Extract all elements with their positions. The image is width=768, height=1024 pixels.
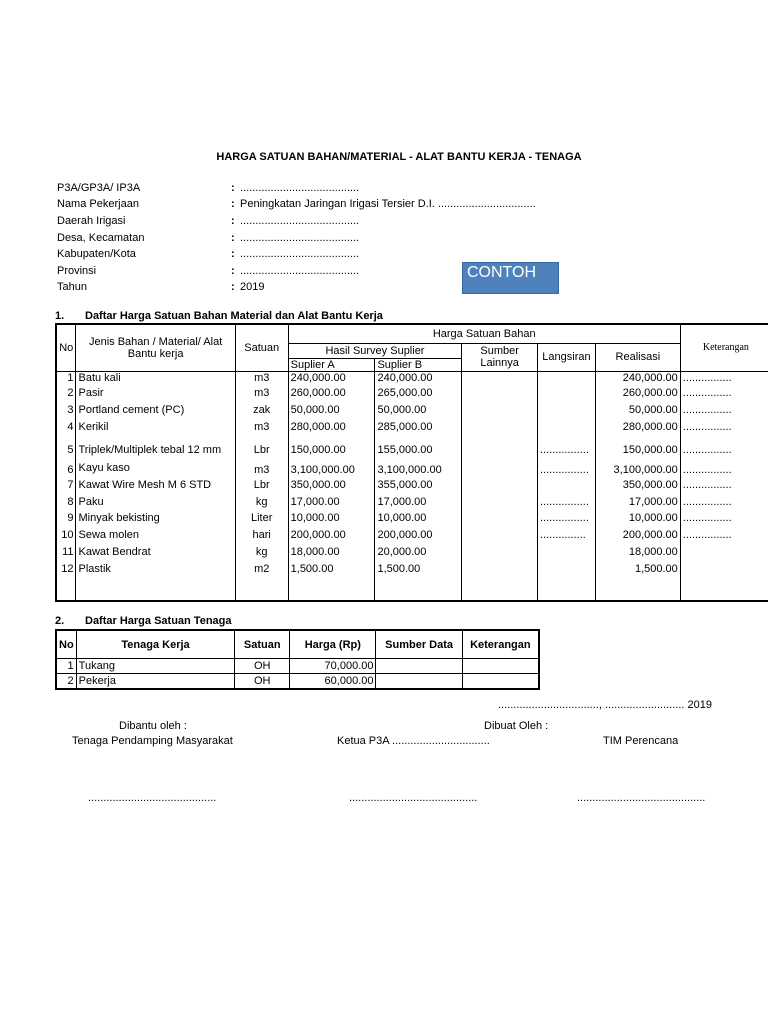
cell-langsiran bbox=[537, 387, 595, 404]
cell-satuan: m2 bbox=[235, 563, 288, 580]
signature-line-1: .......................................... bbox=[88, 792, 217, 804]
cell-sumber bbox=[462, 512, 538, 529]
table-row bbox=[56, 659, 539, 674]
cell-keterangan: ................ bbox=[680, 462, 768, 479]
col-langsiran-header: Langsiran bbox=[537, 343, 595, 371]
cell-satuan: m3 bbox=[235, 387, 288, 404]
table-row bbox=[56, 421, 768, 438]
table-row bbox=[56, 529, 768, 546]
cell-realisasi: 200,000.00 bbox=[595, 529, 680, 546]
cell-suplier-b: 265,000.00 bbox=[375, 387, 462, 404]
cell-realisasi: 3,100,000.00 bbox=[595, 462, 680, 479]
cell-realisasi: 240,000.00 bbox=[595, 371, 680, 387]
col-suplier-a-header: Suplier A bbox=[288, 358, 375, 371]
table-row bbox=[56, 438, 768, 462]
cell-satuan: Liter bbox=[235, 512, 288, 529]
contoh-stamp: CONTOH bbox=[462, 262, 559, 294]
info-value: ....................................... bbox=[240, 265, 360, 277]
cell-keterangan: ................ bbox=[680, 479, 768, 496]
t2-col-keterangan-header: Keterangan bbox=[462, 630, 539, 659]
info-value: ....................................... bbox=[240, 232, 360, 244]
cell-jenis: Batu kali bbox=[76, 371, 235, 387]
table-row bbox=[56, 512, 768, 529]
cell-realisasi: 350,000.00 bbox=[595, 479, 680, 496]
col-sumber-header: Sumber Lainnya bbox=[462, 343, 538, 371]
cell-sumber bbox=[462, 546, 538, 563]
cell-satuan: Lbr bbox=[235, 479, 288, 496]
cell-jenis: Kawat Wire Mesh M 6 STD bbox=[76, 479, 235, 496]
dibuat-label: Dibuat Oleh : bbox=[484, 720, 549, 732]
cell-tenaga: Pekerja bbox=[76, 674, 235, 690]
empty-cell bbox=[537, 580, 595, 601]
cell-keterangan: ................ bbox=[680, 438, 768, 462]
ketua-label: Ketua P3A ................................ bbox=[337, 735, 490, 747]
empty-cell bbox=[375, 580, 462, 601]
cell-langsiran bbox=[537, 479, 595, 496]
cell-no: 11 bbox=[56, 546, 76, 563]
cell-keterangan bbox=[680, 546, 768, 563]
cell-no: 9 bbox=[56, 512, 76, 529]
cell-suplier-a: 260,000.00 bbox=[288, 387, 375, 404]
cell-suplier-a: 18,000.00 bbox=[288, 546, 375, 563]
cell-langsiran: ................ bbox=[537, 462, 595, 479]
info-colon: : bbox=[231, 265, 235, 277]
cell-no: 5 bbox=[56, 438, 76, 462]
empty-cell bbox=[462, 580, 538, 601]
cell-no: 1 bbox=[56, 371, 76, 387]
cell-no: 6 bbox=[56, 462, 76, 479]
cell-no: 1 bbox=[56, 659, 76, 674]
info-label: Kabupaten/Kota bbox=[57, 248, 136, 260]
cell-satuan: OH bbox=[235, 659, 290, 674]
dibantu-label: Dibantu oleh : bbox=[119, 720, 187, 732]
cell-jenis: Triplek/Multiplek tebal 12 mm bbox=[76, 438, 235, 462]
cell-suplier-b: 285,000.00 bbox=[375, 421, 462, 438]
cell-sumber bbox=[462, 404, 538, 421]
info-value: ....................................... bbox=[240, 182, 360, 194]
table-row bbox=[56, 404, 768, 421]
cell-satuan: kg bbox=[235, 546, 288, 563]
table-row bbox=[56, 371, 768, 387]
cell-suplier-b: 20,000.00 bbox=[375, 546, 462, 563]
empty-cell bbox=[235, 580, 288, 601]
cell-keterangan: ................ bbox=[680, 529, 768, 546]
info-label: P3A/GP3A/ IP3A bbox=[57, 182, 141, 194]
cell-no: 7 bbox=[56, 479, 76, 496]
cell-satuan: Lbr bbox=[235, 438, 288, 462]
cell-sumber bbox=[376, 659, 462, 674]
table-row bbox=[56, 462, 768, 479]
cell-jenis: Kerikil bbox=[76, 421, 235, 438]
cell-keterangan: ................ bbox=[680, 496, 768, 512]
cell-realisasi: 17,000.00 bbox=[595, 496, 680, 512]
cell-satuan: kg bbox=[235, 496, 288, 512]
info-value: 2019 bbox=[240, 281, 265, 293]
cell-realisasi: 280,000.00 bbox=[595, 421, 680, 438]
section1-number: 1. bbox=[55, 310, 65, 322]
cell-harga: 70,000.00 bbox=[290, 659, 376, 674]
cell-langsiran bbox=[537, 404, 595, 421]
cell-sumber bbox=[462, 496, 538, 512]
cell-suplier-a: 150,000.00 bbox=[288, 438, 375, 462]
cell-suplier-a: 17,000.00 bbox=[288, 496, 375, 512]
cell-suplier-b: 50,000.00 bbox=[375, 404, 462, 421]
table-row bbox=[56, 496, 768, 512]
cell-langsiran: ................ bbox=[537, 512, 595, 529]
info-value: ....................................... bbox=[240, 248, 360, 260]
info-label: Desa, Kecamatan bbox=[57, 232, 145, 244]
col-keterangan-header: Keterangan bbox=[680, 324, 768, 371]
cell-keterangan: ................ bbox=[680, 404, 768, 421]
col-jenis-header: Jenis Bahan / Material/ Alat Bantu kerja bbox=[76, 324, 235, 371]
empty-cell bbox=[595, 580, 680, 601]
cell-suplier-b: 1,500.00 bbox=[375, 563, 462, 580]
cell-realisasi: 150,000.00 bbox=[595, 438, 680, 462]
harga-satuan-group-header: Harga Satuan Bahan bbox=[288, 324, 680, 343]
cell-realisasi: 50,000.00 bbox=[595, 404, 680, 421]
cell-jenis: Pasir bbox=[76, 387, 235, 404]
cell-keterangan: ................ bbox=[680, 371, 768, 387]
info-colon: : bbox=[231, 232, 235, 244]
empty-cell bbox=[680, 580, 768, 601]
cell-suplier-a: 240,000.00 bbox=[288, 371, 375, 387]
cell-suplier-b: 10,000.00 bbox=[375, 512, 462, 529]
cell-langsiran: ............... bbox=[537, 529, 595, 546]
cell-sumber bbox=[462, 438, 538, 462]
cell-suplier-a: 50,000.00 bbox=[288, 404, 375, 421]
cell-satuan: m3 bbox=[235, 371, 288, 387]
pendamping-label: Tenaga Pendamping Masyarakat bbox=[72, 735, 233, 747]
cell-langsiran: ................ bbox=[537, 438, 595, 462]
material-price-table bbox=[55, 323, 768, 602]
cell-suplier-a: 350,000.00 bbox=[288, 479, 375, 496]
table-row bbox=[56, 387, 768, 404]
t2-col-harga-header: Harga (Rp) bbox=[290, 630, 376, 659]
table-row bbox=[56, 674, 539, 690]
col-no-header: No bbox=[56, 324, 76, 371]
cell-langsiran bbox=[537, 371, 595, 387]
cell-keterangan bbox=[680, 563, 768, 580]
cell-sumber bbox=[376, 674, 462, 690]
cell-no: 10 bbox=[56, 529, 76, 546]
signature-line-2: .......................................... bbox=[349, 792, 478, 804]
cell-tenaga: Tukang bbox=[76, 659, 235, 674]
info-label: Provinsi bbox=[57, 265, 97, 277]
info-colon: : bbox=[231, 281, 235, 293]
cell-harga: 60,000.00 bbox=[290, 674, 376, 690]
signature-line-3: .......................................... bbox=[577, 792, 706, 804]
cell-jenis: Kawat Bendrat bbox=[76, 546, 235, 563]
cell-keterangan: ................ bbox=[680, 512, 768, 529]
section2-title: Daftar Harga Satuan Tenaga bbox=[85, 615, 232, 627]
cell-no: 2 bbox=[56, 674, 76, 690]
cell-no: 8 bbox=[56, 496, 76, 512]
cell-suplier-b: 3,100,000.00 bbox=[375, 462, 462, 479]
cell-jenis: Sewa molen bbox=[76, 529, 235, 546]
info-value: Peningkatan Jaringan Irigasi Tersier D.I. ................................ bbox=[240, 198, 536, 210]
col-suplier-b-header: Suplier B bbox=[375, 358, 462, 371]
cell-suplier-a: 200,000.00 bbox=[288, 529, 375, 546]
cell-sumber bbox=[462, 529, 538, 546]
cell-sumber bbox=[462, 371, 538, 387]
cell-satuan: OH bbox=[235, 674, 290, 690]
cell-satuan: m3 bbox=[235, 421, 288, 438]
cell-suplier-a: 1,500.00 bbox=[288, 563, 375, 580]
cell-langsiran bbox=[537, 563, 595, 580]
cell-sumber bbox=[462, 387, 538, 404]
cell-suplier-b: 200,000.00 bbox=[375, 529, 462, 546]
cell-satuan: zak bbox=[235, 404, 288, 421]
t2-col-satuan-header: Satuan bbox=[235, 630, 290, 659]
cell-no: 12 bbox=[56, 563, 76, 580]
cell-keterangan bbox=[462, 674, 539, 690]
cell-suplier-a: 3,100,000.00 bbox=[288, 462, 375, 479]
table-row bbox=[56, 546, 768, 563]
cell-realisasi: 260,000.00 bbox=[595, 387, 680, 404]
cell-satuan: hari bbox=[235, 529, 288, 546]
cell-satuan: m3 bbox=[235, 462, 288, 479]
t2-col-tenaga-header: Tenaga Kerja bbox=[76, 630, 235, 659]
empty-cell bbox=[76, 580, 235, 601]
cell-no: 2 bbox=[56, 387, 76, 404]
cell-sumber bbox=[462, 563, 538, 580]
empty-cell bbox=[288, 580, 375, 601]
cell-keterangan bbox=[462, 659, 539, 674]
info-colon: : bbox=[231, 248, 235, 260]
cell-keterangan: ................ bbox=[680, 387, 768, 404]
cell-langsiran: ................ bbox=[537, 496, 595, 512]
cell-keterangan: ................ bbox=[680, 421, 768, 438]
cell-realisasi: 1,500.00 bbox=[595, 563, 680, 580]
info-colon: : bbox=[231, 182, 235, 194]
cell-realisasi: 18,000.00 bbox=[595, 546, 680, 563]
t2-col-no-header: No bbox=[56, 630, 76, 659]
cell-jenis: Kayu kaso bbox=[76, 462, 235, 479]
table-spacer-row bbox=[56, 580, 768, 601]
cell-suplier-b: 155,000.00 bbox=[375, 438, 462, 462]
page-title: HARGA SATUAN BAHAN/MATERIAL - ALAT BANTU KERJA - TENAGA bbox=[216, 151, 582, 163]
labor-price-table bbox=[55, 629, 540, 690]
info-label: Tahun bbox=[57, 281, 87, 293]
cell-suplier-a: 10,000.00 bbox=[288, 512, 375, 529]
table-row bbox=[56, 563, 768, 580]
cell-langsiran bbox=[537, 546, 595, 563]
cell-no: 4 bbox=[56, 421, 76, 438]
info-value: ....................................... bbox=[240, 215, 360, 227]
col-realisasi-header: Realisasi bbox=[595, 343, 680, 371]
cell-realisasi: 10,000.00 bbox=[595, 512, 680, 529]
tim-label: TIM Perencana bbox=[603, 735, 679, 747]
cell-jenis: Plastik bbox=[76, 563, 235, 580]
cell-sumber bbox=[462, 462, 538, 479]
info-label: Nama Pekerjaan bbox=[57, 198, 139, 210]
date-line: ................................., .......................... 2019 bbox=[498, 699, 712, 711]
cell-suplier-a: 280,000.00 bbox=[288, 421, 375, 438]
survey-group-header: Hasil Survey Suplier bbox=[288, 343, 462, 358]
info-colon: : bbox=[231, 198, 235, 210]
t2-col-sumber-header: Sumber Data bbox=[376, 630, 462, 659]
info-label: Daerah Irigasi bbox=[57, 215, 126, 227]
info-colon: : bbox=[231, 215, 235, 227]
empty-cell bbox=[56, 580, 76, 601]
cell-langsiran bbox=[537, 421, 595, 438]
cell-no: 3 bbox=[56, 404, 76, 421]
cell-suplier-b: 17,000.00 bbox=[375, 496, 462, 512]
cell-sumber bbox=[462, 421, 538, 438]
section2-number: 2. bbox=[55, 615, 65, 627]
table-row bbox=[56, 479, 768, 496]
cell-suplier-b: 240,000.00 bbox=[375, 371, 462, 387]
cell-jenis: Paku bbox=[76, 496, 235, 512]
col-satuan-header: Satuan bbox=[235, 324, 288, 371]
cell-sumber bbox=[462, 479, 538, 496]
section1-title: Daftar Harga Satuan Bahan Material dan Alat Bantu Kerja bbox=[85, 310, 383, 322]
cell-jenis: Minyak bekisting bbox=[76, 512, 235, 529]
cell-jenis: Portland cement (PC) bbox=[76, 404, 235, 421]
cell-suplier-b: 355,000.00 bbox=[375, 479, 462, 496]
